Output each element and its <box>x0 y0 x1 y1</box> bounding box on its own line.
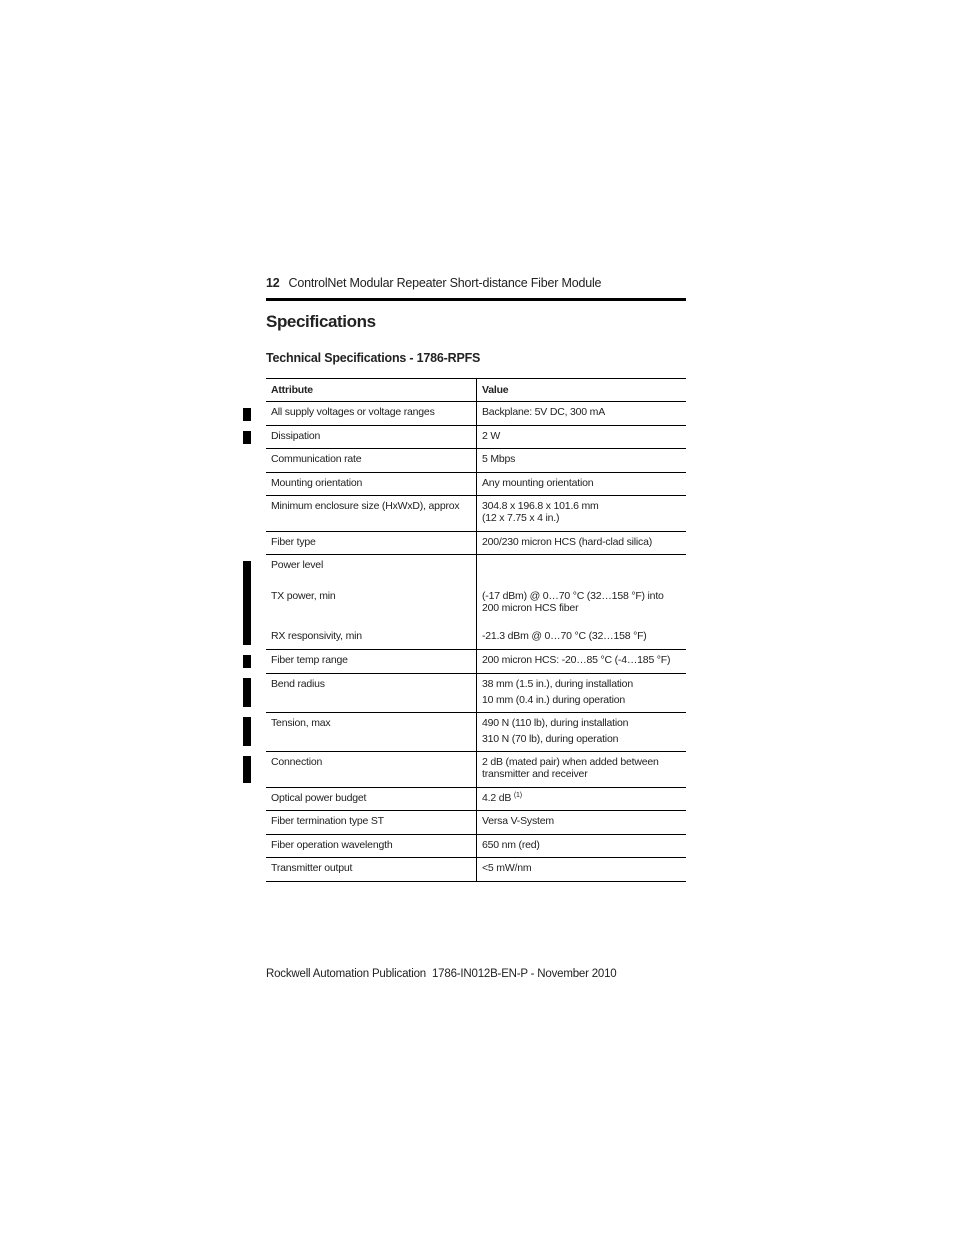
row-attribute <box>266 555 477 649</box>
table-row <box>266 835 686 858</box>
row-value: 200 micron HCS: -20…85 °C (-4…185 °F) <box>482 654 671 666</box>
header-value: Value <box>482 384 509 396</box>
value-line: 10 mm (0.4 in.) during operation <box>482 694 626 706</box>
row-value: 5 Mbps <box>482 453 516 465</box>
header-attribute: Attribute <box>266 379 477 401</box>
running-header <box>266 276 686 290</box>
table-row <box>266 650 686 674</box>
table-row <box>266 752 686 788</box>
row-value <box>477 674 686 712</box>
page-footer: Rockwell Automation Publication 1786-IN012B-EN-P - November 2010 <box>266 968 617 980</box>
change-bar <box>243 431 251 444</box>
value-line: 490 N (110 lb), during installation <box>482 717 629 729</box>
value-text: 4.2 dB <box>482 792 512 804</box>
sub-attribute-label: RX responsivity, min <box>271 630 362 642</box>
value-line: -21.3 dBm @ 0…70 °C (32…158 °F) <box>482 630 647 642</box>
row-attribute: Mounting orientation <box>266 473 477 495</box>
row-attribute: Fiber type <box>266 532 477 554</box>
row-attribute: All supply voltages or voltage ranges <box>266 402 477 425</box>
row-value: 2 W <box>482 430 501 442</box>
table-row <box>266 674 686 713</box>
change-bar <box>243 756 251 783</box>
row-value <box>477 496 686 531</box>
running-title: ControlNet Modular Repeater Short-distance Fiber Module <box>288 276 602 290</box>
row-attribute: Tension, max <box>266 713 477 751</box>
row-value: 200/230 micron HCS (hard-clad silica) <box>482 536 653 548</box>
row-value: Any mounting orientation <box>482 477 594 489</box>
table-row <box>266 788 686 811</box>
row-value <box>477 555 686 649</box>
row-value: 650 nm (red) <box>482 839 540 851</box>
row-attribute: Bend radius <box>266 674 477 712</box>
row-attribute: Fiber termination type ST <box>266 811 477 834</box>
value-line: 38 mm (1.5 in.), during installation <box>482 678 633 690</box>
row-attribute: Connection <box>266 752 477 787</box>
table-row <box>266 555 686 650</box>
value-line: 2 dB (mated pair) when added between <box>482 756 659 768</box>
table-row <box>266 811 686 835</box>
row-value: Backplane: 5V DC, 300 mA <box>482 406 606 418</box>
footnote-ref: (1) <box>513 792 522 799</box>
change-bar <box>243 678 251 707</box>
table-row <box>266 402 686 426</box>
value-line: (-17 dBm) @ 0…70 °C (32…158 °F) into <box>482 590 664 602</box>
row-value: <5 mW/nm <box>482 862 532 874</box>
row-attribute: Fiber operation wavelength <box>266 835 477 857</box>
table-header-row <box>266 379 686 402</box>
row-value <box>477 713 686 751</box>
page-number: 12 <box>266 276 280 290</box>
row-attribute: Dissipation <box>266 426 477 448</box>
attribute-label: Power level <box>271 559 324 571</box>
row-attribute: Transmitter output <box>266 858 477 881</box>
table-row <box>266 426 686 449</box>
table-row <box>266 713 686 752</box>
row-attribute: Minimum enclosure size (HxWxD), approx <box>266 496 477 531</box>
header-rule <box>266 298 686 301</box>
specifications-table <box>266 378 686 882</box>
row-value <box>477 752 686 787</box>
row-attribute: Optical power budget <box>266 788 477 810</box>
value-line: 200 micron HCS fiber <box>482 602 579 614</box>
change-bar <box>243 408 251 421</box>
sub-attribute-label: TX power, min <box>271 590 336 602</box>
change-bar <box>243 655 251 668</box>
row-value: Versa V-System <box>482 815 554 827</box>
value-line: 304.8 x 196.8 x 101.6 mm <box>482 500 599 512</box>
row-attribute: Communication rate <box>266 449 477 472</box>
section-title: Specifications <box>266 312 376 331</box>
value-line: (12 x 7.75 x 4 in.) <box>482 512 560 524</box>
change-bar <box>243 561 251 645</box>
table-row <box>266 496 686 532</box>
table-row <box>266 449 686 473</box>
row-attribute: Fiber temp range <box>266 650 477 673</box>
row-value <box>477 788 686 810</box>
table-title: Technical Specifications - 1786-RPFS <box>266 351 481 365</box>
change-bar <box>243 717 251 746</box>
value-line: transmitter and receiver <box>482 768 588 780</box>
table-row <box>266 858 686 882</box>
table-row <box>266 473 686 496</box>
table-row <box>266 532 686 555</box>
value-line: 310 N (70 lb), during operation <box>482 733 619 745</box>
